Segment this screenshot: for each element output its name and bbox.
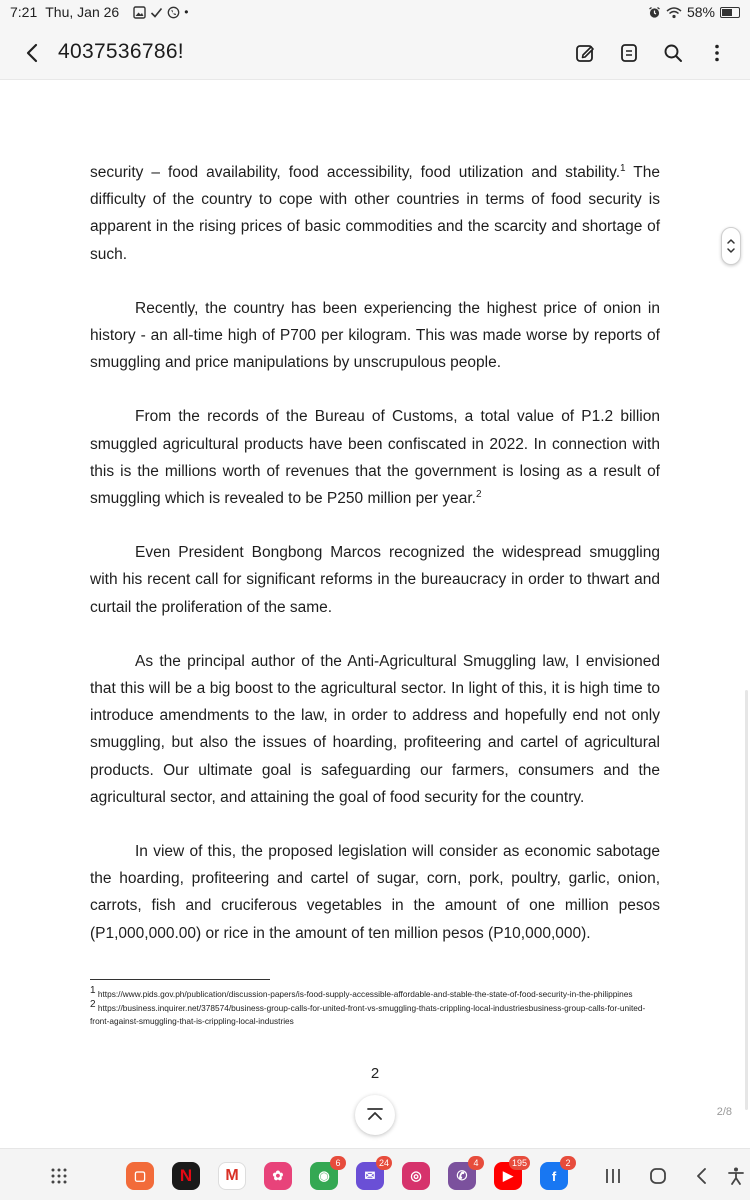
document-title: 4037536786! — [58, 40, 184, 63]
edit-button[interactable] — [570, 38, 600, 68]
fast-scroll-handle[interactable] — [721, 227, 741, 265]
paragraph-3: From the records of the Bureau of Customs, a total value of P1.2 billion smuggled agricultural products have been confiscated in 2022. In connection with this is the millions worth of revenues that the government is losing as a result of smuggling which is revealed to be P250 million per year.$^2$ — [90, 408, 660, 508]
flower-icon: ✿ — [272, 1168, 284, 1183]
reading-mode-button[interactable] — [614, 38, 644, 68]
alarm-icon — [648, 6, 661, 19]
search-button[interactable] — [658, 38, 688, 68]
back-button[interactable] — [18, 38, 48, 68]
paragraph-5: As the principal author of the Anti-Agricultural Smuggling law, I envisioned that this will be a big boost to the agricultural sector. In light of this, it is high time to introduce amendments to the law, in order to address and hopefully end not only smuggling, but also the issues of hoarding, profiteering and cartel of agricultural products. Our ultimate goal is safeguarding our farmers, consumers and the agricultural sector, and attaining the goal of food security for the country. — [90, 652, 660, 806]
check-icon — [150, 6, 163, 19]
app-icon-instagram[interactable] — [402, 1162, 430, 1190]
facebook-icon: f — [551, 1168, 557, 1184]
footnote-1-link[interactable]: https://www.pids.gov.ph/publication/discussion-papers/is-food-supply-accessible-affordable-and-stable-the-state-of-food-security-in-the-philippines — [97, 989, 633, 999]
app-bar — [0, 26, 750, 80]
notification-badge: 2 — [560, 1156, 576, 1170]
gallery-icon — [133, 6, 146, 19]
scroll-to-top-icon — [366, 1107, 384, 1123]
toolbar — [570, 38, 732, 68]
app-icon-youtube[interactable] — [494, 1158, 527, 1190]
search-icon — [662, 42, 684, 64]
app-icon-flower[interactable] — [264, 1162, 292, 1190]
notification-badge: 6 — [330, 1156, 346, 1170]
back-icon — [694, 1166, 710, 1186]
app-drawer-icon — [50, 1167, 68, 1185]
footnote-2-link[interactable]: https://business.inquirer.net/378574/business-group-calls-for-united-front-vs-smuggling-thats-crippling-local-industriesbusiness-group-calls-for-united-front-against-smuggling-that-is-crippling-local-industries — [90, 1003, 646, 1026]
instagram-icon: ◎ — [410, 1168, 422, 1183]
home-icon — [648, 1166, 668, 1186]
battery-icon — [720, 7, 740, 18]
document-page — [0, 81, 750, 1133]
youtube-icon: ▶ — [503, 1168, 513, 1183]
recents-button[interactable] — [599, 1162, 627, 1190]
status-bar — [0, 0, 750, 26]
page-number: 2 — [370, 1065, 380, 1082]
chrome-icon: ◉ — [318, 1168, 330, 1183]
app-icon-gmail[interactable] — [218, 1162, 246, 1190]
scrollbar[interactable] — [745, 690, 748, 1110]
app-drawer-button[interactable] — [45, 1162, 73, 1190]
app-icon-facebook[interactable] — [540, 1158, 571, 1190]
app-icon-app-1[interactable] — [126, 1162, 154, 1190]
gmail-icon: M — [225, 1167, 239, 1184]
footnote-ref-1[interactable]: 1 — [620, 162, 626, 174]
paragraph-1: security – food availability, food accessibility, food utilization and stability.$^1$ The difficulty of the country to cope with other countries in terms of food security is apparent in the rising prices of basic commodities and the scarcity and shortage of such. — [90, 162, 660, 263]
paragraph-6: In view of this, the proposed legislation will consider as economic sabotage the hoarding, profiteering and cartel of sugar, corn, pork, poultry, garlic, onion, carrots, fish and cruciferous vegetables in the amount of one million pesos (P1,000,000.00) or rice in the amount of ten million pesos (P10,000,000). — [90, 843, 660, 942]
more-options-icon — [706, 42, 728, 64]
scroll-to-top-button[interactable] — [355, 1095, 395, 1135]
page-indicator: 2/8 — [716, 1106, 732, 1118]
app-icon-netflix[interactable] — [172, 1162, 200, 1190]
back-nav-button[interactable] — [688, 1162, 716, 1190]
status-dot: • — [184, 5, 189, 19]
accessibility-icon — [726, 1166, 746, 1186]
app-icon-messages[interactable] — [356, 1158, 389, 1190]
edit-icon — [574, 42, 596, 64]
messages-icon: ✉ — [364, 1168, 376, 1183]
footnote-2: $^2$ https://business.inquirer.net/378574/business-group-calls-for-united-front-vs-smuggling-thats-crippling-local-industriesbusiness-group-calls-for-united-front-against-smuggling-that-is-crippling-local-industries — [90, 999, 646, 1026]
home-button[interactable] — [644, 1162, 672, 1190]
status-date: Thu, Jan 26 — [45, 4, 120, 20]
notification-badge: 195 — [509, 1156, 530, 1170]
netflix-icon: N — [179, 1166, 193, 1185]
paragraph-2: Recently, the country has been experiencing the highest price of onion in history - an all-time high of P700 per kilogram. This was made worse by reports of smuggling and price manipulations by unscrupulous people. — [90, 299, 660, 372]
app-1-icon: ▢ — [133, 1168, 147, 1183]
battery-percent: 58% — [686, 4, 715, 20]
footnote-1: $^1$ https://www.pids.gov.ph/publication/discussion-papers/is-food-supply-accessible-affordable-and-stable-the-state-of-food-security-in-the-philippines — [90, 985, 633, 999]
app-icon-chrome[interactable] — [310, 1158, 341, 1190]
notification-badge: 24 — [376, 1156, 392, 1170]
accessibility-button[interactable] — [722, 1162, 750, 1190]
up-down-chevron-icon — [726, 235, 736, 257]
paragraph-4: Even President Bongbong Marcos recognized the widespread smuggling with his recent call for significant reforms in the bureaucracy in order to thwart and curtail the proliferation of the same. — [90, 544, 660, 616]
status-time: 7:21 — [10, 4, 38, 20]
notification-badge: 4 — [468, 1156, 484, 1170]
app-icon-viber[interactable] — [448, 1158, 479, 1190]
wifi-icon — [666, 6, 682, 19]
navigation-bar — [0, 1148, 750, 1200]
viber-icon: ✆ — [456, 1168, 468, 1183]
footnote-ref-2[interactable]: 2 — [476, 488, 482, 500]
recents-icon — [603, 1167, 623, 1185]
reading-mode-icon — [618, 42, 640, 64]
footnotes — [90, 985, 660, 1029]
more-options-button[interactable] — [702, 38, 732, 68]
document-body — [90, 159, 660, 974]
viber-icon — [167, 6, 180, 19]
chevron-left-icon — [24, 43, 42, 63]
footnote-divider — [90, 979, 270, 980]
